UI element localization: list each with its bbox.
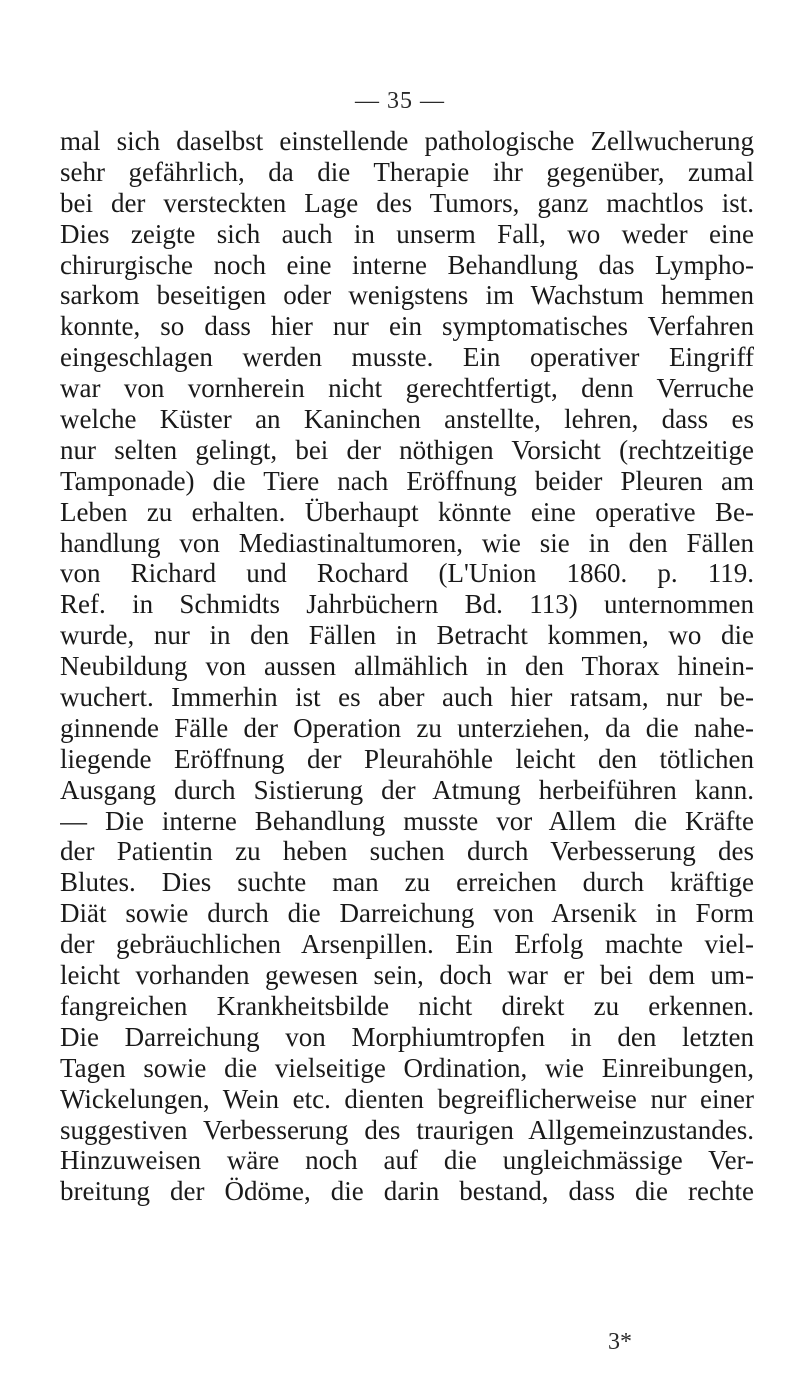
text-line: Diät sowie durch die Darreichung von Arsenik in Form [60,898,754,929]
text-line: Die Darreichung von Morphiumtropfen in den letzten [60,1021,754,1052]
text-line: Ref. in Schmidts Jahrbüchern Bd. 113) unternommen [60,589,754,620]
text-line: wurde, nur in den Fällen in Betracht kommen, wo die [60,620,754,651]
text-line: suggestiven Verbesserung des traurigen Allgemeinzustandes. [60,1114,754,1145]
text-line: breitung der Ödöme, die darin bestand, dass die rechte [60,1176,754,1207]
text-line: Dies zeigte sich auch in unserm Fall, wo weder eine [60,218,754,249]
text-line: von Richard und Rochard (L'Union 1860. p. 119. [60,558,754,589]
text-line: Leben zu erhalten. Überhaupt könnte eine operative Be- [60,496,754,527]
text-line: — Die interne Behandlung musste vor Allem die Kräfte [60,805,754,836]
text-line: Wickelungen, Wein etc. dienten begreiflicherweise nur einer [60,1083,754,1114]
text-line: sarkom beseitigen oder wenigstens im Wachstum hemmen [60,280,754,311]
body-text [60,126,754,1207]
text-line: Hinzuweisen wäre noch auf die ungleichmässige Ver- [60,1145,754,1176]
text-line: Tagen sowie die vielseitige Ordination, wie Einreibungen, [60,1052,754,1083]
text-line: handlung von Mediastinaltumoren, wie sie in den Fällen [60,527,754,558]
page-number: — 35 — [355,88,445,114]
text-line: welche Küster an Kaninchen anstellte, lehren, dass es [60,404,754,435]
signature-mark: 3* [608,1329,632,1355]
text-line: konnte, so dass hier nur ein symptomatisches Verfahren [60,311,754,342]
text-line: liegende Eröffnung der Pleurahöhle leicht den tötlichen [60,743,754,774]
text-line: eingeschlagen werden musste. Ein operativer Eingriff [60,342,754,373]
text-line: Tamponade) die Tiere nach Eröffnung beider Pleuren am [60,465,754,496]
text-line: ginnende Fälle der Operation zu unterziehen, da die nahe- [60,712,754,743]
text-line: wuchert. Immerhin ist es aber auch hier ratsam, nur be- [60,682,754,713]
text-line: bei der versteckten Lage des Tumors, ganz machtlos ist. [60,187,754,218]
text-line: mal sich daselbst einstellende pathologische Zellwucherung [60,126,754,156]
text-line: leicht vorhanden gewesen sein, doch war er bei dem um- [60,960,754,991]
text-line: chirurgische noch eine interne Behandlung das Lympho- [60,249,754,280]
text-line: war von vornherein nicht gerechtfertigt, denn Verruche [60,373,754,404]
text-line: Ausgang durch Sistierung der Atmung herbeiführen kann. [60,774,754,805]
text-line: Blutes. Dies suchte man zu erreichen durch kräftige [60,867,754,898]
text-line: sehr gefährlich, da die Therapie ihr gegenüber, zumal [60,156,754,187]
text-line: der gebräuchlichen Arsenpillen. Ein Erfolg machte viel- [60,929,754,960]
text-line: fangreichen Krankheitsbilde nicht direkt zu erkennen. [60,990,754,1021]
text-line: nur selten gelingt, bei der nöthigen Vorsicht (rechtzeitige [60,434,754,465]
text-line: der Patientin zu heben suchen durch Verbesserung des [60,836,754,867]
text-line: Neubildung von aussen allmählich in den Thorax hinein- [60,651,754,682]
